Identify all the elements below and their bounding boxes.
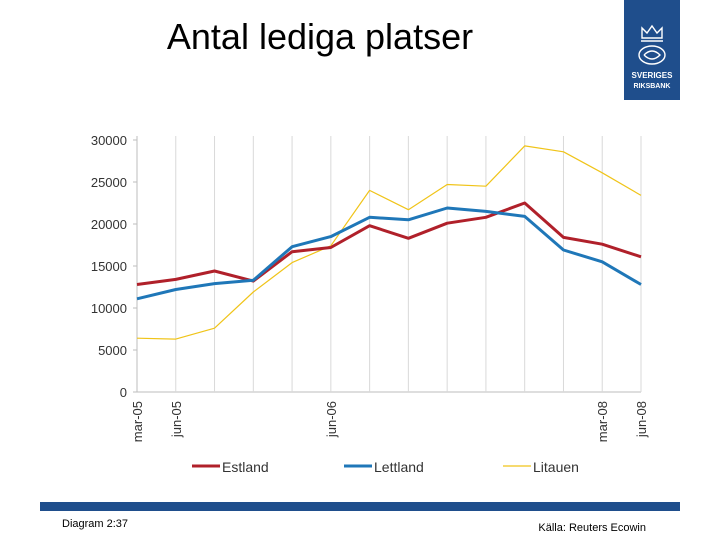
footer-bar [40, 502, 680, 511]
series-line-lettland [137, 208, 641, 299]
source-note: Källa: Reuters Ecowin [538, 522, 646, 534]
y-tick-label: 30000 [90, 133, 127, 148]
series-line-litauen [137, 146, 641, 339]
x-tick-label: jun-05 [168, 401, 184, 438]
x-tick-label: jun-06 [323, 401, 339, 438]
series-line-estland [137, 203, 641, 285]
y-tick-label: 25000 [90, 175, 127, 190]
legend-label: Lettland [374, 459, 424, 475]
chart-series [137, 146, 641, 339]
x-axis [130, 401, 649, 442]
legend-label: Litauen [533, 459, 579, 475]
legend-label: Estland [222, 459, 269, 475]
y-axis [91, 133, 137, 400]
x-tick-label: jun-08 [634, 401, 649, 438]
chart-grid [137, 136, 641, 392]
logo-line2: RIKSBANK [633, 83, 671, 90]
y-tick-label: 0 [119, 385, 127, 400]
y-tick-label: 15000 [90, 259, 127, 274]
diagram-number: Diagram 2:37 [62, 518, 129, 530]
x-tick-label: mar-05 [130, 401, 145, 443]
y-tick-label: 10000 [90, 301, 127, 316]
chart-legend [192, 459, 579, 475]
logo-line1: SVERIGES [631, 71, 673, 80]
x-tick-label: mar-08 [595, 401, 611, 443]
y-tick-label: 5000 [98, 343, 127, 358]
page-title: Antal lediga platser [166, 16, 474, 57]
y-tick-label: 20000 [90, 217, 127, 232]
